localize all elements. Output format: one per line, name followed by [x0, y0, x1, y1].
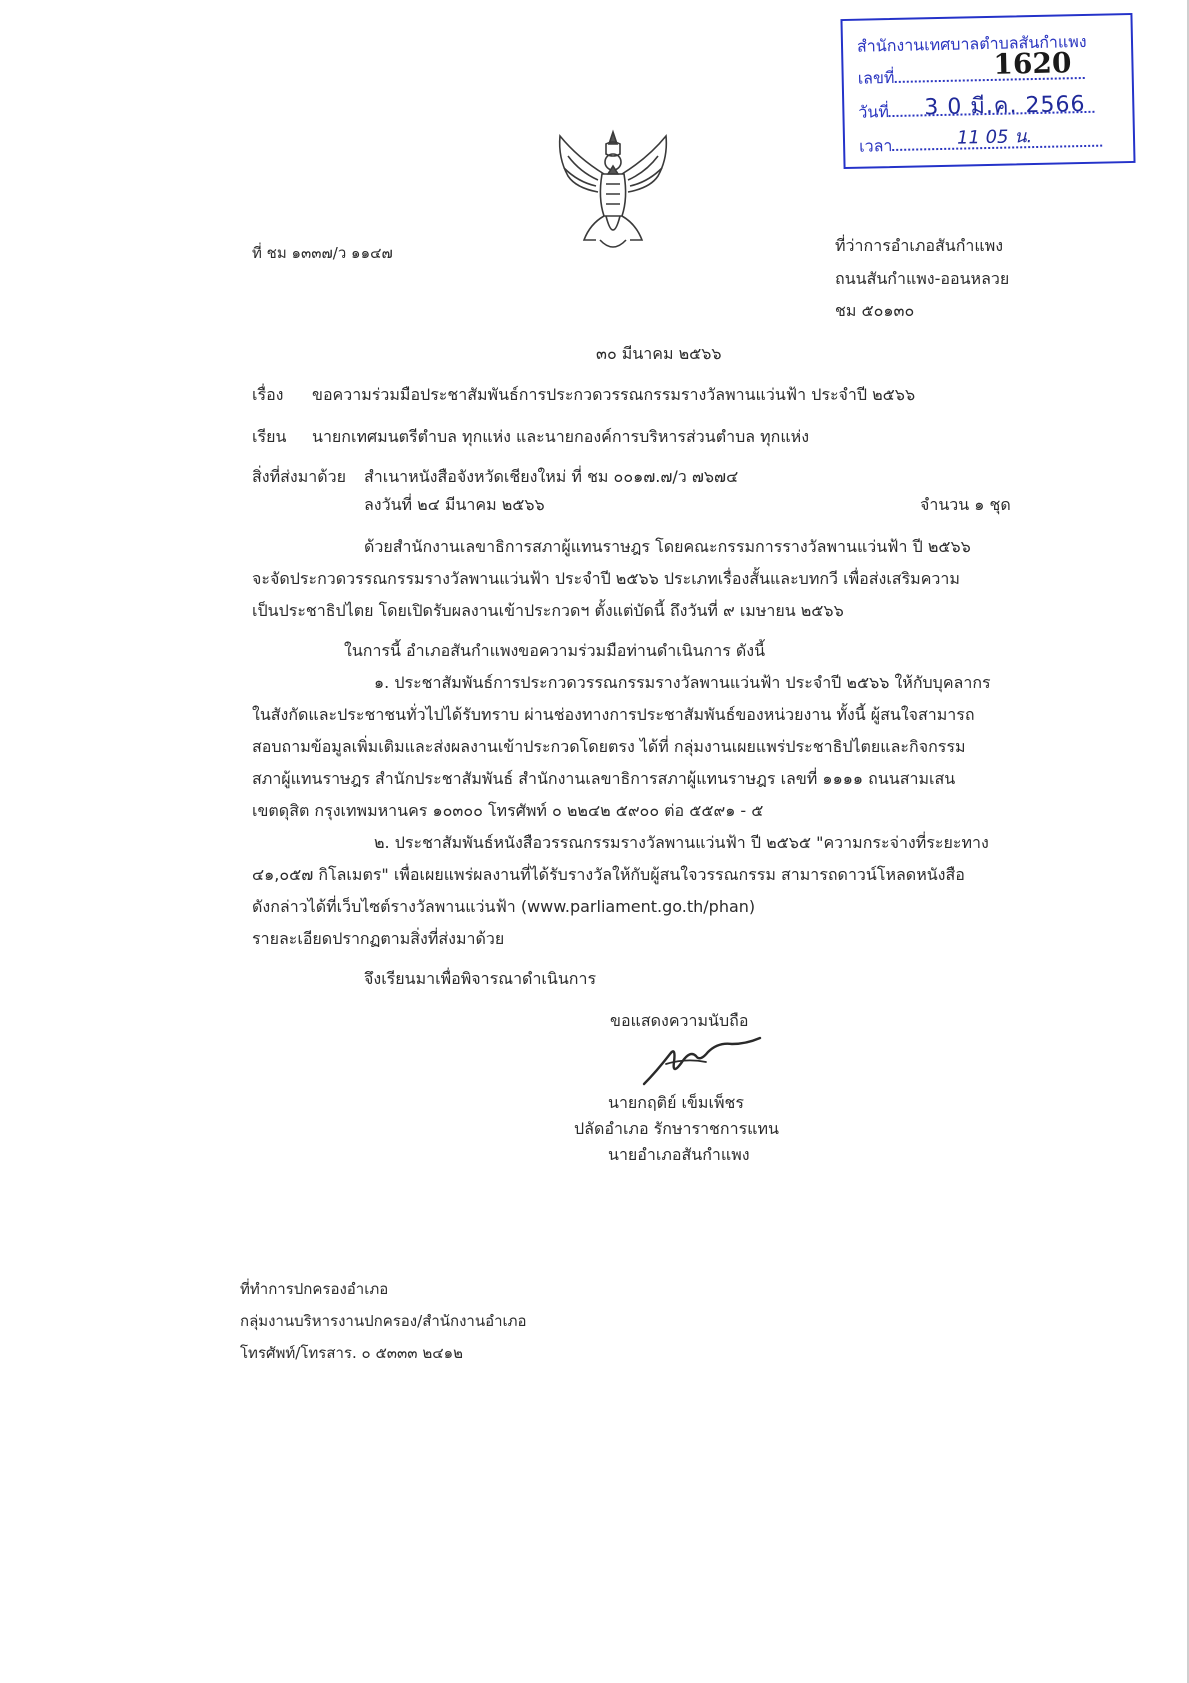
paragraph-1-line: ด้วยสำนักงานเลขาธิการสภาผู้แทนราษฎร โดยคณะกรรมการรางวัลพานแว่นฟ้า ปี ๒๕๖๖	[364, 537, 971, 556]
stamp-number-value: 1620	[993, 46, 1072, 81]
garuda-emblem-icon	[538, 128, 688, 256]
item-1-line: เขตดุสิต กรุงเทพมหานคร ๑๐๓๐๐ โทรศัพท์ ๐ ๒๒๔๒ ๕๙๐๐ ต่อ ๕๕๙๑ - ๕	[252, 801, 764, 820]
footer-phone: โทรศัพท์/โทรสาร. ๐ ๕๓๓๓ ๒๔๑๒	[240, 1344, 463, 1362]
item-2-line: ๒. ประชาสัมพันธ์หนังสือวรรณกรรมรางวัลพานแว่นฟ้า ปี ๒๕๖๕ "ความกระจ่างที่ระยะทาง	[374, 833, 989, 852]
paragraph-1-line: จะจัดประกวดวรรณกรรมรางวัลพานแว่นฟ้า ประจำปี ๒๕๖๖ ประเภทเรื่องสั้นและบทกวี เพื่อส่งเสริมความ	[252, 569, 960, 588]
stamp-number-label: เลขที่	[857, 67, 895, 88]
signer-name: นายกฤติย์ เข็มเพ็ชร	[608, 1093, 744, 1112]
recipient-label: เรียน	[252, 427, 287, 446]
subject-text: ขอความร่วมมือประชาสัมพันธ์การประกวดวรรณกรรมรางวัลพานแว่นฟ้า ประจำปี ๒๕๖๖	[312, 385, 916, 404]
enclosure-label: สิ่งที่ส่งมาด้วย	[252, 467, 346, 486]
subject-label: เรื่อง	[252, 385, 284, 404]
handwritten-signature	[636, 1032, 766, 1092]
document-date: ๓๐ มีนาคม ๒๕๖๖	[596, 344, 722, 363]
item-1-line: ๑. ประชาสัมพันธ์การประกวดวรรณกรรมรางวัลพานแว่นฟ้า ประจำปี ๒๕๖๖ ให้กับบุคลากร	[374, 673, 991, 692]
office-address-line3: ชม ๕๐๑๓๐	[835, 301, 915, 320]
closing-salutation: ขอแสดงความนับถือ	[610, 1011, 749, 1030]
signer-position: นายอำเภอสันกำแพง	[608, 1145, 750, 1164]
item-2-line: ดังกล่าวได้ที่เว็บไซต์รางวัลพานแว่นฟ้า (www.parliament.go.th/phan)	[252, 897, 756, 916]
closing-request: จึงเรียนมาเพื่อพิจารณาดำเนินการ	[364, 969, 597, 988]
stamp-date-label: วันที่	[858, 102, 890, 122]
reference-number: ที่ ชม ๑๓๓๗/ว ๑๑๔๗	[252, 244, 393, 262]
enclosure-text: สำเนาหนังสือจังหวัดเชียงใหม่ ที่ ชม ๐๐๑๗.๗/ว ๗๖๗๔	[364, 467, 739, 486]
paragraph-1-line: เป็นประชาธิปไตย โดยเปิดรับผลงานเข้าประกวดฯ ตั้งแต่บัดนี้ ถึงวันที่ ๙ เมษายน ๒๕๖๖	[252, 601, 844, 620]
stamp-org: สำนักงานเทศบาลตำบลสันกำแพง	[856, 31, 1087, 56]
details-line: รายละเอียดปรากฏตามสิ่งที่ส่งมาด้วย	[252, 929, 505, 948]
item-2-line: ๔๑,๐๕๗ กิโลเมตร" เพื่อเผยแพร่ผลงานที่ได้รับรางวัลให้กับผู้สนใจวรรณกรรม สามารถดาวน์โหลดหนังสือ	[252, 865, 965, 884]
item-1-line: สอบถามข้อมูลเพิ่มเติมและส่งผลงานเข้าประกวดโดยตรง ได้ที่ กลุ่มงานเผยแพร่ประชาธิปไตยและกิจกรรม	[252, 737, 966, 756]
stamp-date-value: 3 0 มี.ค. 2566	[924, 91, 1086, 121]
item-1-line: สภาผู้แทนราษฎร สำนักประชาสัมพันธ์ สำนักงานเลขาธิการสภาผู้แทนราษฎร เลขที่ ๑๑๑๑ ถนนสามเสน	[252, 769, 956, 788]
paragraph-2: ในการนี้ อำเภอสันกำแพงขอความร่วมมือท่านดำเนินการ ดังนี้	[344, 641, 766, 660]
office-address-line1: ที่ว่าการอำเภอสันกำแพง	[835, 236, 1004, 255]
receipt-stamp	[840, 13, 1135, 169]
recipient-text: นายกเทศมนตรีตำบล ทุกแห่ง และนายกองค์การบริหารส่วนตำบล ทุกแห่ง	[312, 427, 810, 446]
footer-division: กลุ่มงานบริหารงานปกครอง/สำนักงานอำเภอ	[240, 1312, 527, 1330]
footer-office: ที่ทำการปกครองอำเภอ	[240, 1280, 389, 1298]
item-1-line: ในสังกัดและประชาชนทั่วไปได้รับทราบ ผ่านช่องทางการประชาสัมพันธ์ของหน่วยงาน ทั้งนี้ ผู้สนใจสามารถ	[252, 705, 975, 724]
signer-position-acting: ปลัดอำเภอ รักษาราชการแทน	[574, 1119, 779, 1138]
enclosure-date: ลงวันที่ ๒๔ มีนาคม ๒๕๖๖	[364, 495, 545, 514]
enclosure-quantity: จำนวน ๑ ชุด	[920, 495, 1011, 514]
stamp-time-value: 11 05 น.	[956, 126, 1033, 149]
stamp-time-label: เวลา	[858, 136, 893, 156]
office-address-line2: ถนนสันกำแพง-ออนหลวย	[835, 269, 1010, 288]
